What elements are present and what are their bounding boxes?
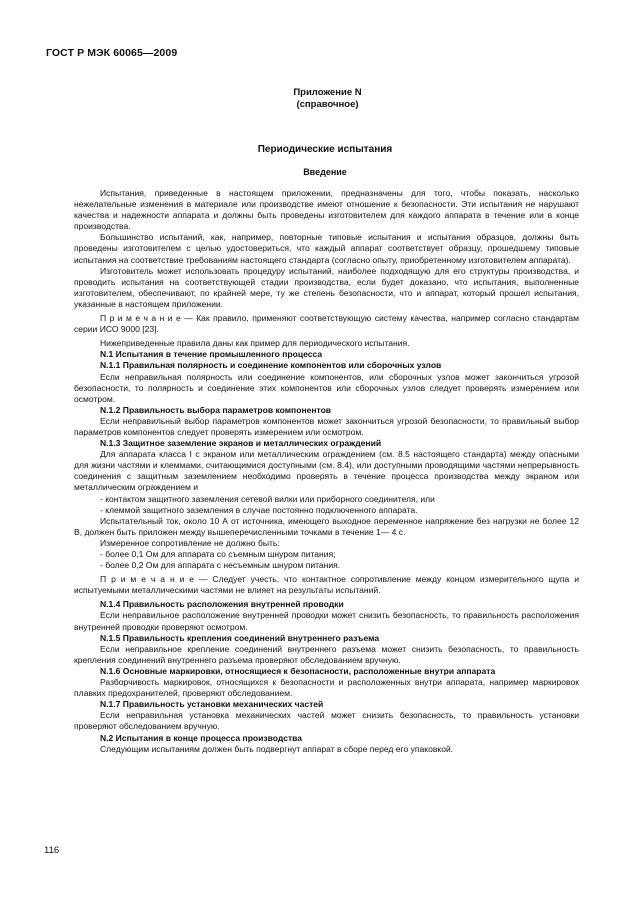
subsection-heading: N.1.5 Правильность крепления соединений внутреннего разъема [100, 632, 380, 643]
subsection-heading: N.1.1 Правильная полярность и соединение компонентов или сборочных узлов [100, 360, 442, 371]
list-item: - контактом защитного заземления сетевой вилки или приборного соединителя, или [100, 493, 435, 504]
body-paragraph: Следующим испытаниям должен быть подвергнут аппарат в сборе перед его упаковкой. [100, 743, 454, 754]
body-paragraph: Изготовитель может использовать процедуру испытаний, наиболее подходящую для его структуры производства, и проводить испытания на соответствующей стадии производства, если будет доказано, что испытания, выполненные изготовителем, обеспечивают, по крайней мере, ту же степень безопасности, что и аппарат, который прошел испытания, указанные в настоящем приложении. [74, 265, 579, 309]
body-paragraph: Если неправильная полярность или соединение компонентов, или сборочных узлов может закончиться угрозой безопасности, то полярность и соединение этих компонентов или сборочных узлов следует проверять измерением или осмотром. [74, 371, 579, 404]
note-paragraph: П р и м е ч а н и е — Следует учесть, что контактное сопротивление между концом измерительного щупа и испытуемыми металлическими частями не влияет на результаты испытаний. [74, 574, 579, 596]
list-item: - клеммой защитного заземления в случае постоянно подключенного аппарата. [100, 504, 418, 515]
body-paragraph: Если неправильное крепление соединений внутреннего разъема может снизить безопасность, то правильность крепления соединений внутреннего разъема проверяют обследованием вручную. [74, 643, 579, 665]
document-header: ГОСТ Р МЭК 60065—2009 [46, 47, 178, 59]
annex-title: Приложение N [293, 87, 362, 98]
subsection-heading: N.1.4 Правильность расположения внутренней проводки [100, 599, 344, 610]
subsection-heading: N.1.6 Основные маркировки, относящиеся к безопасности, расположенные внутри аппарата [100, 665, 496, 676]
body-paragraph: Если неправильный выбор параметров компонентов может закончиться угрозой безопасности, то правильный выбор параметров компонентов следует проверять измерением или осмотром. [74, 415, 579, 437]
subsection-heading: N.2 Испытания в конце процесса производства [100, 732, 303, 743]
section-title: Периодические испытания [257, 144, 393, 155]
body-paragraph: Если неправильная установка механических частей может снизить безопасность, то правильность установки проверяют обследованием вручную. [74, 710, 579, 732]
document-body [74, 188, 579, 755]
body-paragraph: Если неправильное расположение внутренней проводки может снизить безопасность, то правильность расположения внутренней проводки проверяют осмотром. [74, 610, 579, 632]
annex-heading [0, 87, 630, 111]
annex-subtitle: (справочное) [296, 99, 359, 110]
list-item: - более 0,1 Ом для аппарата со съемным шнуром питания; [100, 549, 336, 559]
subsection-heading: N.1.3 Защитное заземление экранов и металлических ограждений [100, 438, 382, 449]
subsection-heading: N.1.7 Правильность установки механических частей [100, 699, 324, 710]
body-paragraph: Измеренное сопротивление не должно быть: [100, 537, 280, 548]
intro-heading: Введение [303, 167, 347, 177]
list-item: - более 0,2 Ом для аппарата с несъемным шнуром питания. [100, 560, 341, 571]
subsection-heading: N.1 Испытания в течение промышленного процесса [100, 349, 323, 360]
subsection-heading: N.1.2 Правильность выбора параметров компонентов [100, 404, 332, 415]
page-number: 116 [44, 845, 60, 856]
body-paragraph: Большинство испытаний, как, например, повторные типовые испытания и испытания образцов, должны быть проведены изготовителем с целью удостовериться, что каждый аппарат соответствует образцу, прошедшему типовые испытания на соответствие требованиям настоящего стандарта (согласно опыту, приобретенному изготовителем аппарата). [74, 232, 579, 265]
body-paragraph: Нижеприведенные правила даны как пример для периодического испытания. [100, 338, 410, 349]
body-paragraph: Испытания, приведенные в настоящем приложении, предназначены для того, чтобы показать, насколько нежелательные изменения в материале или производстве имеют отношение к безопасности. Эти испытания не нарушают качества и надежности аппарата и должны быть проведены изготовителем для каждого аппарата в течение или в конце производства. [74, 188, 579, 232]
body-paragraph: Разборчивость маркировок, относящихся к безопасности и расположенных внутри аппарата, например маркировок плавких предохранителей, проверяют обследованием. [74, 677, 579, 699]
note-paragraph: П р и м е ч а н и е — Как правило, применяют соответствующую систему качества, например согласно стандартам серии ИСО 9000 [23]. [74, 313, 579, 335]
body-paragraph: Для аппарата класса I с экраном или металлическим ограждением (см. 8.5 настоящего стандарта) между опасными для жизни частями и клеммами, считающимися доступными (см. 8.4), или доступными проводящими частями непрерывность соединения с защитным заземлением необходимо проверять в течение процесса производства между экраном или металлическим ограждением и [74, 449, 579, 493]
body-paragraph: Испытательный ток, около 10 А от источника, имеющего выходное переменное напряжение без нагрузки не более 12 В, должен быть приложен между вышеперечисленными точками в течение 1— 4 с. [74, 515, 579, 537]
